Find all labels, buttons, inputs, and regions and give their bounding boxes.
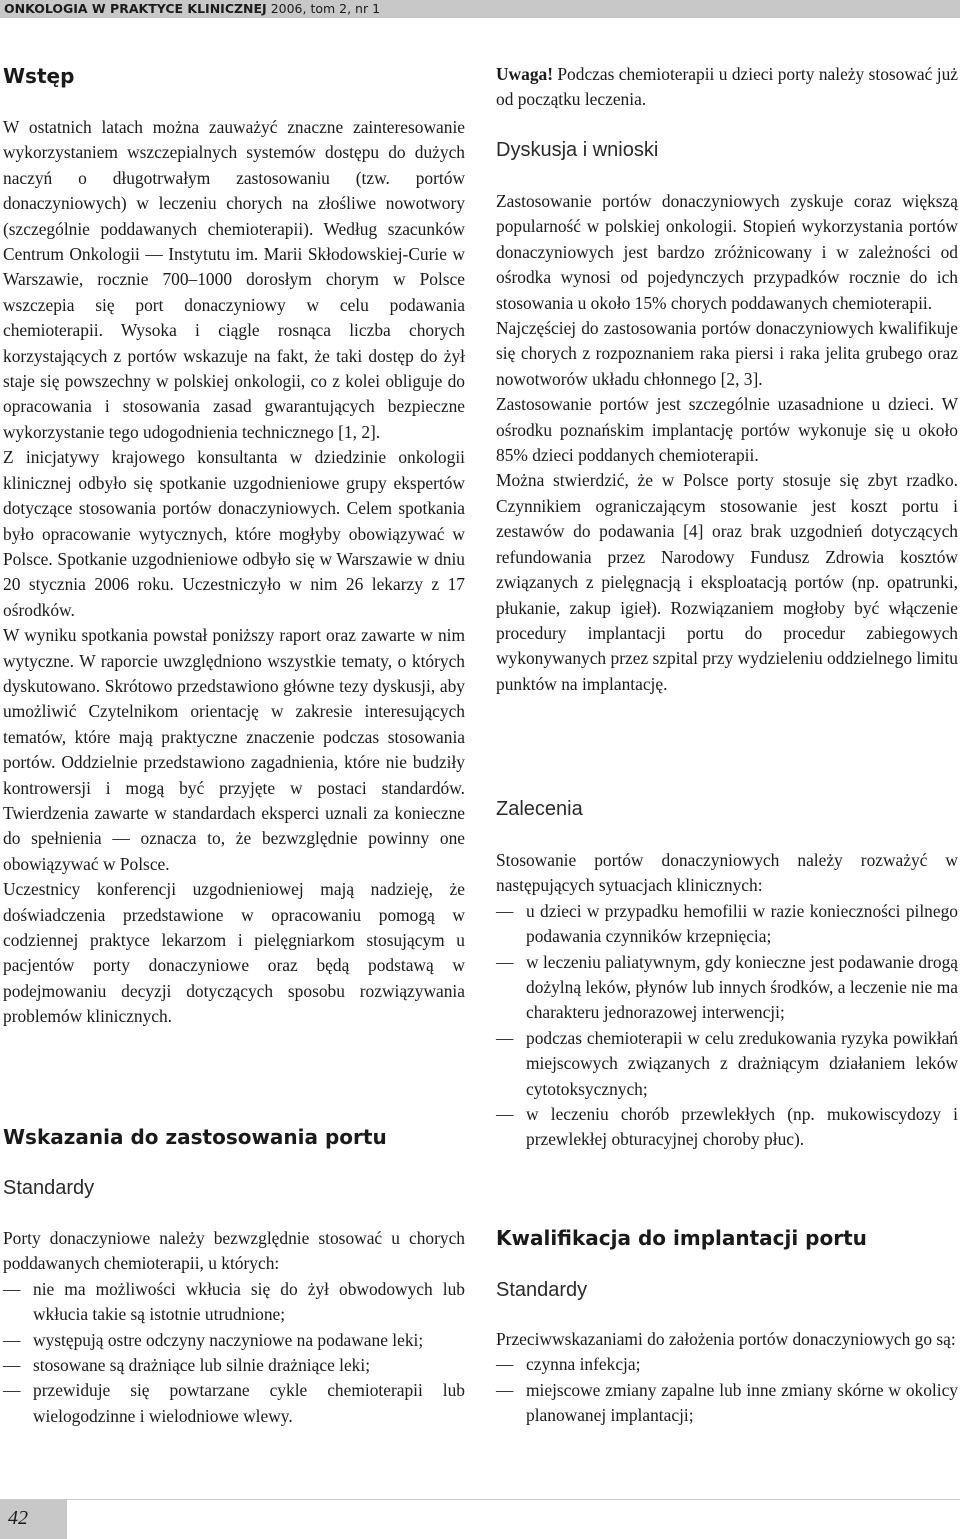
list-item: — w leczeniu chorób przewlekłych (np. mukowiscydozy i przewlekłej obturacyjnej choroby płuc). xyxy=(496,1102,958,1153)
journal-title: ONKOLOGIA W PRAKTYCE KLINICZNEJ xyxy=(4,1,267,16)
qualification-heading: Kwalifikacja do implantacji portu xyxy=(496,1226,867,1250)
discussion-paragraph-2: Najczęściej do zastosowania portów donaczyniowych kwalifikuje się chorych z rozpoznaniem raka piersi i raka jelita grubego oraz nowotworów układu chłonnego [2, 3]. xyxy=(496,318,958,389)
list-item: — stosowane są drażniące lub silnie drażniące leki; xyxy=(3,1353,465,1378)
note-block xyxy=(496,62,958,113)
intro-section xyxy=(3,115,465,1030)
list-item: — podczas chemioterapii w celu zredukowania ryzyka powikłań miejscowych związanych z drażniącym działaniem leków cytotoksycznych; xyxy=(496,1026,958,1102)
contraindications-list xyxy=(496,1352,958,1428)
journal-info xyxy=(4,1,380,17)
note-paragraph xyxy=(496,62,958,113)
intro-paragraph-3: W wyniku spotkania powstał poniższy raport oraz zawarte w nim wytyczne. W raporcie uwzględniono wszystkie tematy, o których dyskutowano. Skrótowo przedstawiono główne tezy dyskusji, aby umożliwić Czytelnikom orientację w zakresie interesujących tematów, które mają praktyczne znaczenie podczas stosowania portów. Oddzielnie przedstawiono zagadnienia, które nie budziły kontrowersji i mogą być przyjęte w postaci standardów. Twierdzenia zawarte w standardach eksperci uznali za konieczne do spełnienia — oznacza to, że bezwzględnie powinny one obowiązywać w Polsce. xyxy=(3,625,465,874)
contraindications-section xyxy=(496,1327,958,1429)
intro-paragraph-1: W ostatnich latach można zauważyć znaczne zainteresowanie wykorzystaniem wszczepialnych systemów dostępu do dużych naczyń o długotrwałym zastosowaniu (tzw. portów donaczyniowych) w leczeniu chorych na złośliwe nowotwory (szczególnie poddawanych chemioterapii). Według szacunków Centrum Onkologii — Instytutu im. Marii Skłodowskiej-Curie w Warszawie, rocznie 700–1000 dorosłym chorym w Polsce wszczepia się port donaczyniowy w celu podawania chemioterapii. Wysoka i ciągle rosnąca liczba chorych korzystających z portów wskazuje na fakt, że taki dostęp do żył staje się powszechny w polskiej onkologii, co z kolei obliguje do opracowania i stosowania zasad gwarantujących bezpieczne wykorzystanie tego udogodnienia technicznego [1, 2]. xyxy=(3,117,465,442)
discussion-paragraph-1: Zastosowanie portów donaczyniowych zyskuje coraz większą popularność w polskiej onkologii. Stopień wykorzystania portów donaczyniowych jest bardzo zróżnicowany i w zależności od ośrodka wynosi od pojedynczych przypadków rocznie do ich stosowania u około 15% chorych poddawanych chemioterapii. xyxy=(496,191,958,313)
footer-rule xyxy=(67,1499,960,1500)
recommendations-list xyxy=(496,899,958,1153)
recommendations-intro: Stosowanie portów donaczyniowych należy rozważyć w następujących sytuacjach klinicznych: xyxy=(496,850,958,896)
intro-heading: Wstęp xyxy=(3,64,75,88)
standards-intro: Porty donaczyniowe należy bezwzględnie stosować u chorych poddawanych chemioterapii, u których: xyxy=(3,1228,465,1274)
discussion-paragraph-4: Można stwierdzić, że w Polsce porty stosuje się zbyt rzadko. Czynnikiem ograniczającym stosowanie jest koszt portu i zestawów do podawania [4] oraz brak uzgodnień dotyczących refundowania przez Narodowy Fundusz Zdrowia kosztów związanych z pielęgnacją i eksploatacją portów (np. opatrunki, płukanie, zakup igieł). Rozwiązaniem mogłoby być włączenie procedury implantacji portu do procedur zabiegowych wykonywanych przez szpital przy wydzieleniu oddzielnego limitu punktów na implantację. xyxy=(496,470,958,694)
list-item: — miejscowe zmiany zapalne lub inne zmiany skórne w okolicy planowanej implantacji; xyxy=(496,1378,958,1429)
list-item: — występują ostre odczyny naczyniowe na podawane leki; xyxy=(3,1328,465,1353)
qualification-standards-heading: Standardy xyxy=(496,1279,588,1301)
running-header xyxy=(0,0,960,18)
contraindications-intro: Przeciwwskazaniami do założenia portów donaczyniowych go są: xyxy=(496,1329,956,1349)
discussion-paragraph-3: Zastosowanie portów jest szczególnie uzasadnione u dzieci. W ośrodku poznańskim implantację portów wykonuje się u około 85% dzieci poddanych chemioterapii. xyxy=(496,394,958,466)
intro-paragraph-2: Z inicjatywy krajowego konsultanta w dziedzinie onkologii klinicznej odbyło się spotkanie uzgodnieniowe grupy ekspertów dotyczące stosowania portów donaczyniowych. Celem spotkania było opracowanie wytycznych, które mogłyby obowiązywać w Polsce. Spotkanie uzgodnieniowe odbyło się w Warszawie w dniu 20 stycznia 2006 roku. Uczestniczyło w nim 26 lekarzy z 17 ośrodków. xyxy=(3,447,465,620)
list-item: — u dzieci w przypadku hemofilii w razie konieczności pilnego podawania czynników krzepnięcia; xyxy=(496,899,958,950)
note-text: Podczas chemioterapii u dzieci porty należy stosować już od początku leczenia. xyxy=(496,64,958,110)
list-item: — czynna infekcja; xyxy=(496,1352,958,1377)
list-item: — w leczeniu paliatywnym, gdy konieczne jest podawanie drogą dożylną leków, płynów lub innych środków, a leczenie nie ma charakteru jednorazowej interwencji; xyxy=(496,950,958,1026)
footer-bar xyxy=(0,1499,67,1539)
discussion-heading: Dyskusja i wnioski xyxy=(496,139,659,161)
indications-heading: Wskazania do zastosowania portu xyxy=(3,1125,387,1149)
standards-list xyxy=(3,1277,465,1429)
discussion-section xyxy=(496,189,958,697)
page-number: 42 xyxy=(8,1507,28,1529)
recommendations-heading: Zalecenia xyxy=(496,798,583,820)
standards-section xyxy=(3,1226,465,1429)
journal-issue: 2006, tom 2, nr 1 xyxy=(266,1,381,16)
list-item: — nie ma możliwości wkłucia się do żył obwodowych lub wkłucia takie są istotnie utrudnione; xyxy=(3,1277,465,1328)
note-label: Uwaga! xyxy=(496,64,553,84)
standards-heading: Standardy xyxy=(3,1177,95,1199)
recommendations-section xyxy=(496,848,958,1153)
list-item: — przewiduje się powtarzane cykle chemioterapii lub wielogodzinne i wielodniowe wlewy. xyxy=(3,1378,465,1429)
intro-paragraph-4: Uczestnicy konferencji uzgodnieniowej mają nadzieję, że doświadczenia przedstawione w opracowaniu pomogą w codziennej praktyce lekarzom i pielęgniarkom stosującym u pacjentów porty donaczyniowe oraz będą podstawą w podejmowaniu decyzji dotyczących sposobu rozwiązywania problemów klinicznych. xyxy=(3,879,465,1027)
